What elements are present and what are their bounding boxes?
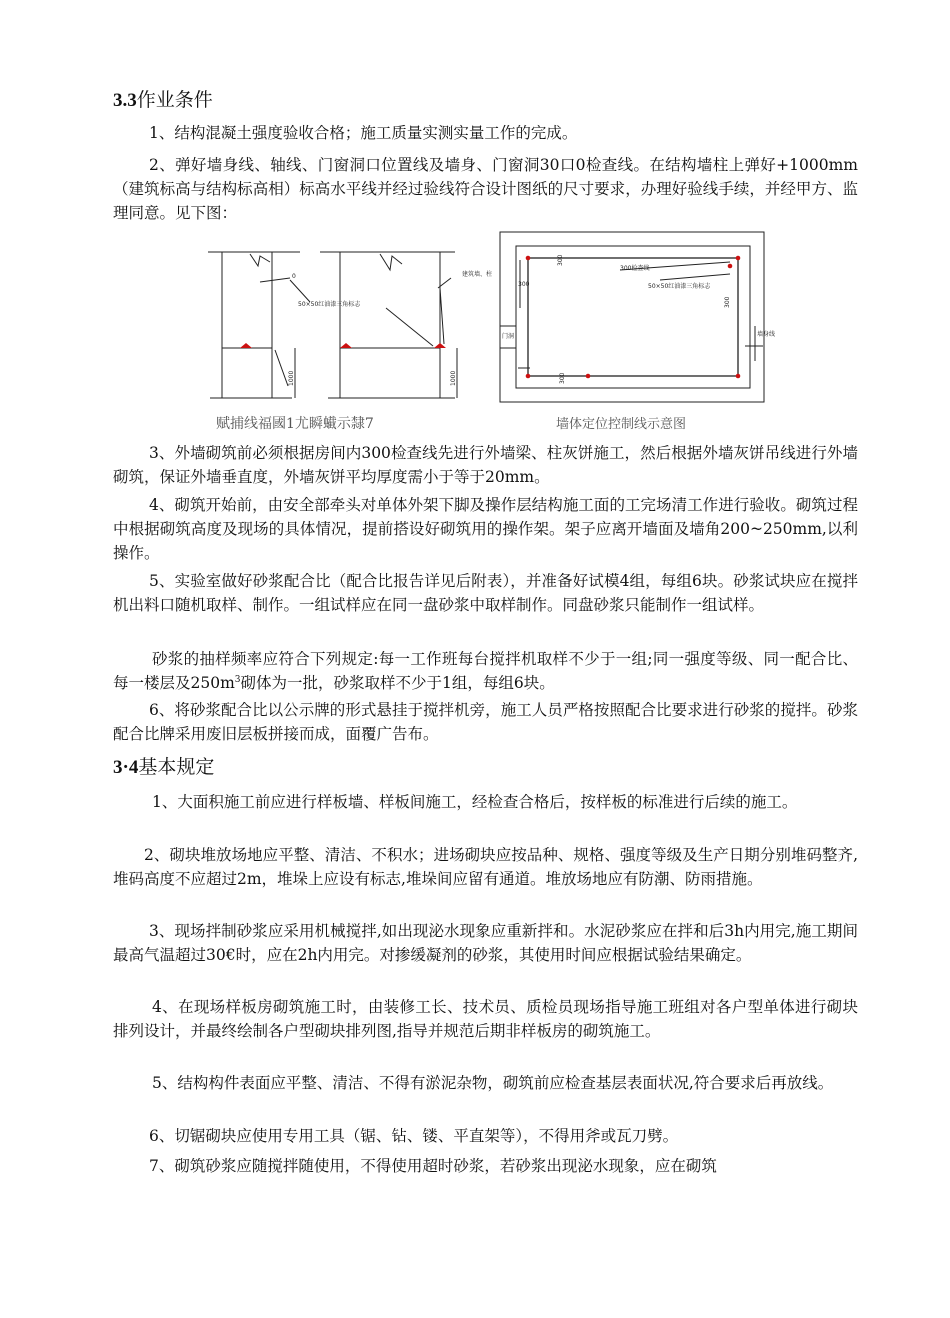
figure-caption-right: 墙体定位控制线示意图 [556,417,687,432]
label-zero: 0 [292,273,296,280]
section-title: 作业条件 [136,89,213,111]
superscript: 3 [234,674,241,685]
section-number: 3·4 [113,757,139,778]
paragraph: 4、在现场样板房砌筑施工时，由装修工长、技术员、质检员现场指导施工班组对各户型单体进行砌块排列设计，并最终绘制各户型砌块排列图,指导并规范后期非样板房的砌筑施工。 [113,998,858,1040]
paragraph: 6、将砂浆配合比以公示牌的形式悬挂于搅拌机旁，施工人员严格按照配合比要求进行砂浆的搅拌。砂浆配合比牌采用废旧层板拼接而成，面覆广告布。 [113,701,858,743]
paragraph: 2、砌块堆放场地应平整、清洁、不积水；进场砌块应按品种、规格、强度等级及生产日期分别堆码整齐,堆码高度不应超过2m，堆垛上应设有标志,堆垛间应留有通道。堆放场地应有防潮、防雨措施。 [113,846,858,888]
label-door: 门洞 [502,333,515,340]
section-title: 基本规定 [138,756,215,778]
label-mark-plan: 50×50红油漆三角标志 [648,283,711,290]
section-number: 3.3 [113,90,137,111]
section-heading-3-4 [113,755,214,780]
section-heading-3-3 [113,88,213,113]
paragraph: 1、结构混凝土强度验收合格；施工质量实测实量工作的完成。 [149,124,578,142]
paragraph: 5、实验室做好砂浆配合比（配合比报告详见后附表），并准备好试模4组，每组6块。砂浆试块应在搅拌机出料口随机取样、制作。一组试样应在同一盘砂浆中取样制作。同盘砂浆只能制作一组试样。 [113,572,858,614]
label-300-a: 300 [518,281,530,288]
paragraph: 1、大面积施工前应进行样板墙、样板间施工，经检查合格后，按样板的标准进行后续的施工。 [152,793,798,811]
label-elev2: 1000 [450,370,457,386]
paragraph: 2、弹好墙身线、轴线、门窗洞口位置线及墙身、门窗洞30口0检查线。在结构墙柱上弹好+1000mm（建筑标高与结构标高相）标高水平线并经过验线符合设计图纸的尺寸要求，办理好验线手续，并经甲方、监理同意。见下图： [113,156,858,222]
paragraph: 砂浆的抽样频率应符合下列规定:每一工作班每台搅拌机取样不少于一组;同一强度等级、同一配合比、每一楼层及$250m^3$砌体为一批，砂浆取样不少于1组，每组6块。 [113,650,858,692]
wall-layout-figure [200,226,780,438]
paragraph: 6、切锯砌块应使用专用工具（锯、钻、镂、平直架等），不得用斧或瓦刀劈。 [149,1127,679,1145]
paragraph: 4、砌筑开始前，由安全部牵头对单体外架下脚及操作层结构施工面的工完场清工作进行验收。砌筑过程中根据砌筑高度及现场的具体情况，提前搭设好砌筑用的操作架。架子应离开墙面及墙角200~250mm,以利操作。 [113,496,858,562]
label-300-d: 300 [559,372,566,384]
label-check: 300检查线 [620,265,650,272]
label-300-b: 300 [557,254,564,266]
paragraph: 3、现场拌制砂浆应采用机械搅拌,如出现泌水现象应重新拌和。水泥砂浆应在拌和后3h内用完,施工期间最高气温超过30€时，应在2h内用完。对掺缓凝剂的砂浆，其使用时间应根据试验结果确定。 [113,922,858,964]
label-elev1: 1000 [288,370,295,386]
paragraph: 7、砌筑砂浆应随搅拌随使用，不得使用超时砂浆，若砂浆出现泌水现象，应在砌筑 [149,1157,717,1175]
paragraph: 3、外墙砌筑前必须根据房间内300检查线先进行外墙梁、柱灰饼施工，然后根据外墙灰饼吊线进行外墙砌筑，保证外墙垂直度，外墙灰饼平均厚度需小于等于20mm。 [113,444,858,486]
label-300-c: 300 [724,296,731,308]
label-wall: 建筑墙、柱 [462,271,493,278]
paragraph: 5、结构构件表面应平整、清洁、不得有淤泥杂物，砌筑前应检查基层表面状况,符合要求后再放线。 [152,1074,834,1092]
figure-caption-left: 赋捕线福國1尤瞬蠘示隸7 [216,416,374,432]
label-mark: 50×50红油漆三角标志 [298,301,361,308]
label-wallline: 墙身线 [757,331,776,338]
